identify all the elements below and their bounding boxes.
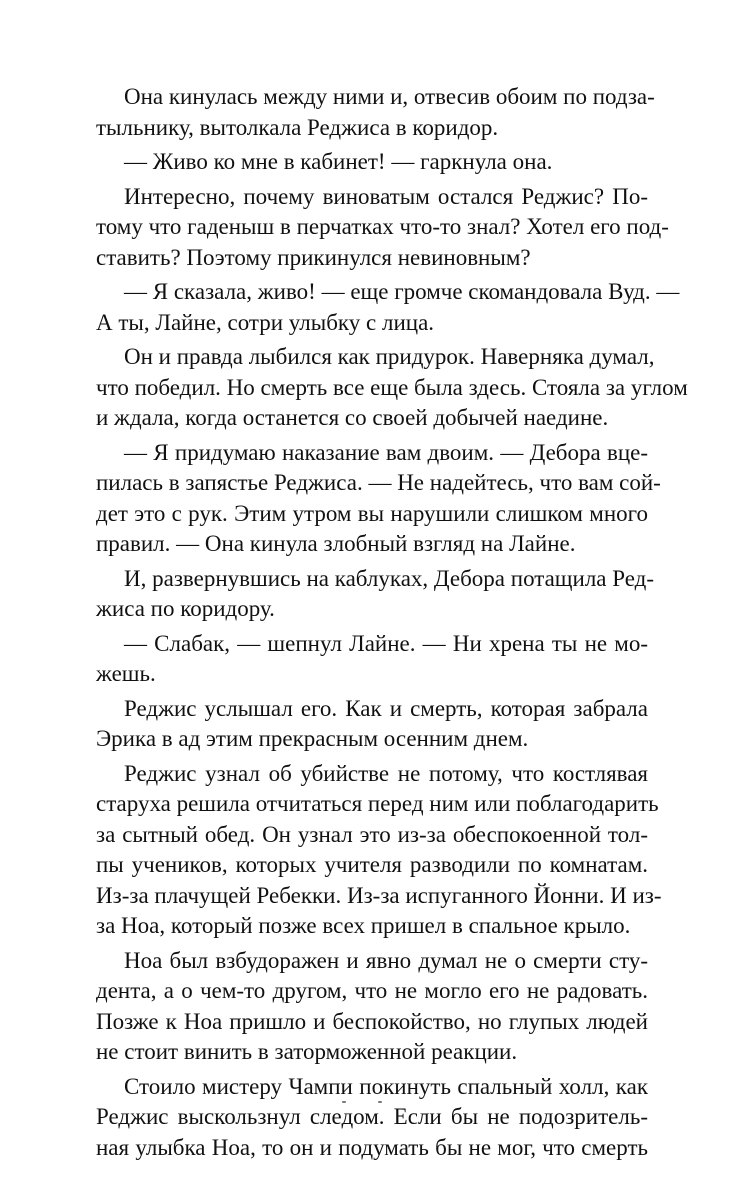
paragraph [96, 564, 655, 625]
text-line: пилась в запястье Реджиса. — Не надейтесь, что вам сой- [96, 470, 661, 495]
text-line: Стоило мистеру Чампи покинуть спальный холл, как [124, 1073, 648, 1099]
text-line: что победил. Но смерть все еще была здесь. Стояла за углом [96, 374, 688, 400]
text-line: ставить? Поэтому прикинулся невиновным? [96, 244, 531, 270]
text-line: за Ноа, который позже всех пришел в спальное крыло. [96, 913, 631, 938]
text-line: жиса по коридору. [96, 596, 275, 621]
text-line: — Я сказала, живо! — еще громче скомандовала Вуд. — [124, 279, 680, 304]
page-footer-mark [338, 1099, 390, 1105]
text-line: Интересно, почему виноватым остался Реджис? По- [124, 183, 648, 209]
text-line: Позже к Ноа пришло и беспокойство, но глупых людей [96, 1008, 648, 1034]
text-line: не стоит винить в заторможенной реакции. [96, 1039, 518, 1064]
text-line: Она кинулась между ними и, отвесив обоим по подза- [124, 84, 655, 109]
text-line: Из-за плачущей Ребекки. Из-за испуганного Йонни. И из- [96, 882, 662, 908]
paragraph [96, 147, 648, 178]
page-body [96, 82, 688, 1167]
text-line: — Я придумаю наказание вам двоим. — Дебора вце- [124, 439, 648, 465]
text-line: Реджис узнал об убийстве не потому, что костлявая [124, 760, 648, 786]
paragraph [96, 759, 662, 942]
paragraph [96, 277, 680, 338]
text-line: и ждала, когда останется со своей добычей наедине. [96, 405, 609, 430]
text-line: старуха решила отчитаться перед ним или поблагодарить [96, 791, 659, 816]
text-line: за сытный обед. Он узнал это из-за обеспокоенной тол- [96, 821, 648, 847]
text-line: тому что гаденыш в перчатках что-то знал? Хотел его под- [96, 214, 669, 239]
text-line: И, развернувшись на каблуках, Дебора потащила Ред- [124, 565, 655, 591]
paragraph [96, 946, 648, 1068]
text-line: ная улыбка Ноа, то он и подумать бы не мог, что смерть [96, 1134, 648, 1160]
text-line: Реджис выскользнул следом. Если бы не подозритель- [96, 1104, 648, 1129]
text-line: Эрика в ад этим прекрасным осенним днем. [96, 726, 529, 751]
paragraph [96, 438, 661, 560]
text-line: Реджис услышал его. Как и смерть, которая забрала [124, 695, 648, 721]
text-line: дет это с рук. Этим утром вы нарушили слишком много [96, 500, 648, 526]
paragraph [96, 629, 648, 690]
text-line: правил. — Она кинула злобный взгляд на Лайне. [96, 531, 576, 556]
text-line: — Слабак, — шепнул Лайне. — Ни хрена ты не мо- [124, 630, 648, 656]
text-line: дента, а о чем-то другом, что не могло его не радовать. [96, 978, 648, 1003]
paragraph [96, 694, 648, 755]
paragraph [96, 182, 669, 274]
text-line: жешь. [96, 661, 156, 686]
text-line: Ноа был взбудоражен и явно думал не о смерти сту- [124, 947, 648, 973]
text-line: тыльнику, вытолкала Реджиса в коридор. [96, 114, 499, 140]
text-line: — Живо ко мне в кабинет! — гаркнула она. [124, 149, 553, 174]
text-line: Он и правда лыбился как придурок. Наверняка думал, [124, 344, 655, 369]
paragraph [96, 82, 655, 143]
paragraph [96, 342, 688, 434]
text-line: А ты, Лайне, сотри улыбку с лица. [96, 309, 435, 335]
paragraph [96, 1072, 648, 1164]
text-line: пы учеников, которых учителя разводили по комнатам. [96, 852, 648, 877]
